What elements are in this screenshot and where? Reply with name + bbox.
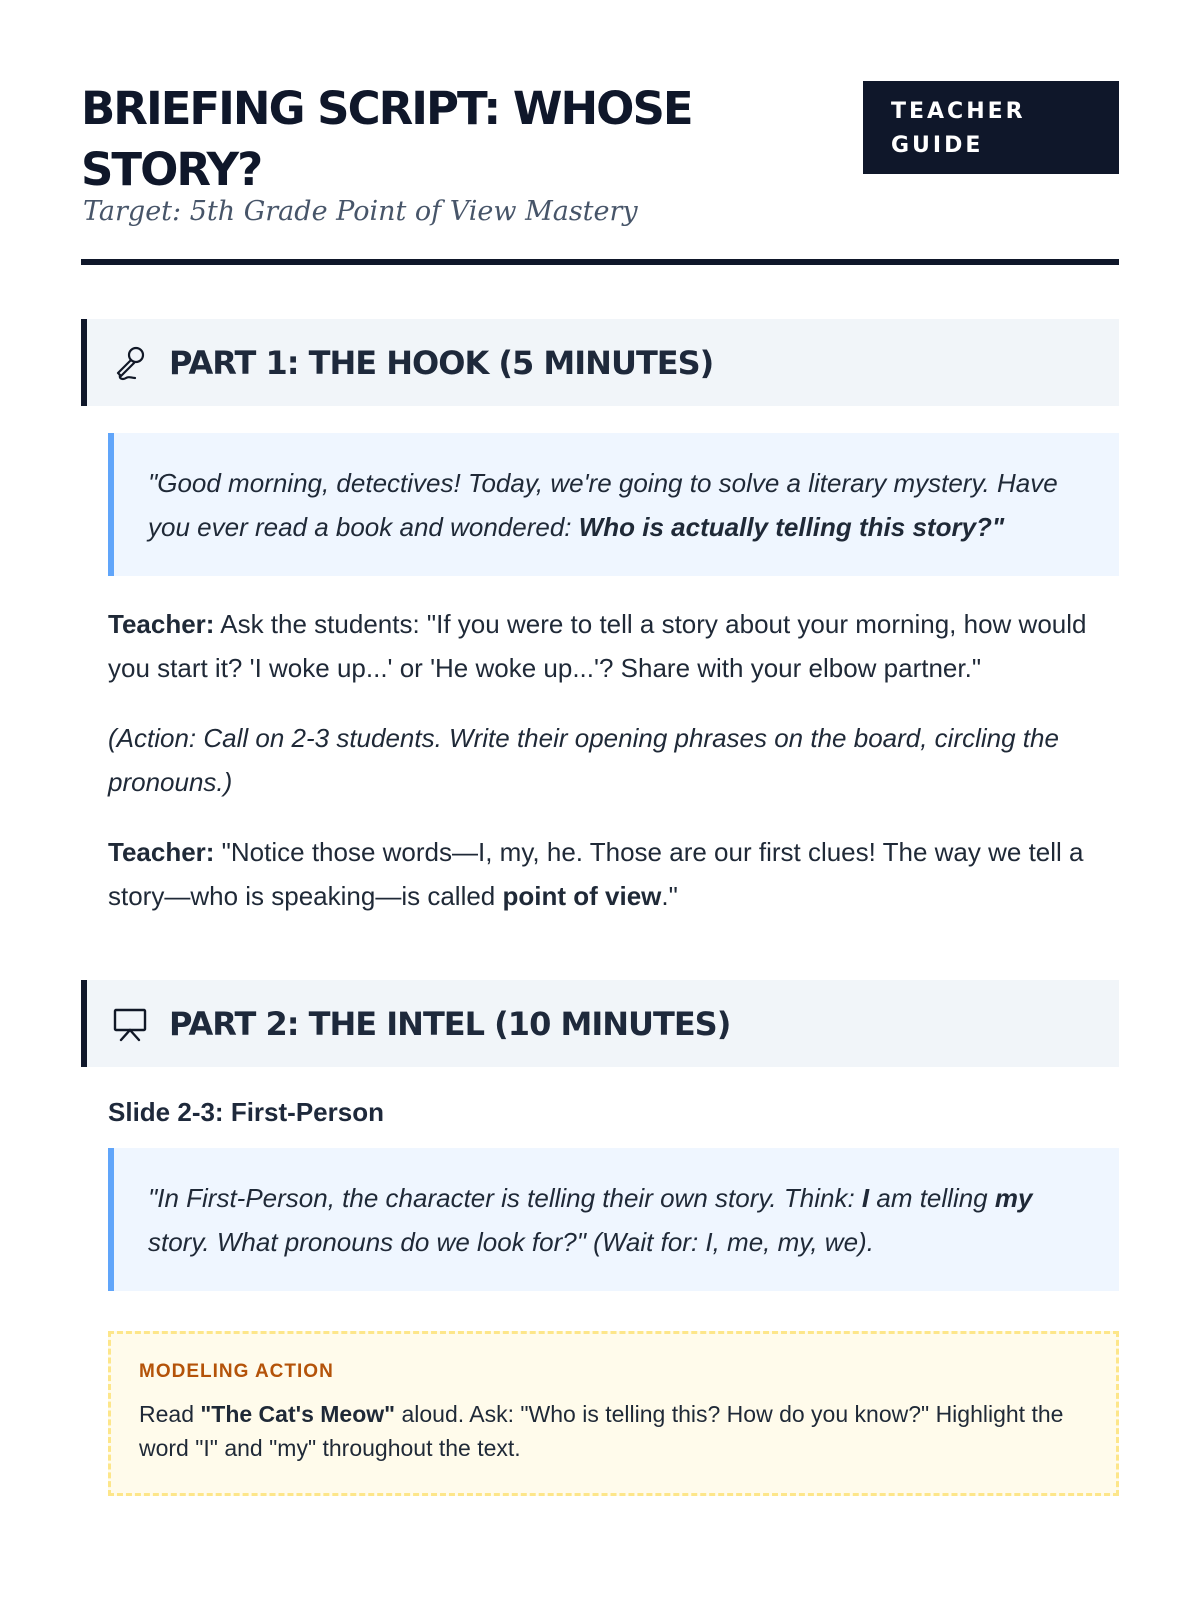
script-quote: "Good morning, detectives! Today, we're going to solve a literary mystery. Have you ever read a book and wondered: Who is actually telling this story?" xyxy=(108,433,1119,576)
document-header xyxy=(81,0,1119,265)
section-heading-part2 xyxy=(81,980,1119,1067)
section-body-part2 xyxy=(81,1097,1119,1496)
section-heading-part1 xyxy=(81,319,1119,406)
presentation-board-icon xyxy=(111,1005,149,1043)
script-quote: "In First-Person, the character is telling their own story. Think: I am telling my story. What pronouns do we look for?" (Wait for: I, me, my, we). xyxy=(108,1148,1119,1291)
action-note: (Action: Call on 2-3 students. Write their opening phrases on the board, circling the pronouns.) xyxy=(108,723,1059,797)
teacher-guide-badge: TEACHER GUIDE xyxy=(863,81,1119,174)
section-heading-label: PART 1: THE HOOK (5 MINUTES) xyxy=(169,343,714,382)
teacher-instruction: Teacher: "Notice those words—I, my, he. Those are our first clues! The way we tell a story—who is speaking—is called point of view." xyxy=(108,837,1084,911)
section-heading-label: PART 2: THE INTEL (10 MINUTES) xyxy=(169,1004,731,1043)
page-title: BRIEFING SCRIPT: WHOSE STORY? xyxy=(81,82,692,196)
modeling-action-label: MODELING ACTION xyxy=(139,1361,334,1382)
teacher-instruction: Teacher: Ask the students: "If you were to tell a story about your morning, how would you start it? 'I woke up...' or 'He woke up...'? Share with your elbow partner." xyxy=(108,609,1087,683)
microphone-icon xyxy=(111,344,149,382)
page-subtitle: Target: 5th Grade Point of View Mastery xyxy=(83,196,638,227)
modeling-action-box xyxy=(108,1331,1119,1496)
header-divider xyxy=(81,259,1119,265)
modeling-action-text: Read "The Cat's Meow" aloud. Ask: "Who is telling this? How do you know?" Highlight the word "I" and "my" throughout the text. xyxy=(139,1401,1064,1461)
section-body-part1 xyxy=(81,433,1119,918)
slide-title: Slide 2-3: First-Person xyxy=(108,1097,384,1127)
